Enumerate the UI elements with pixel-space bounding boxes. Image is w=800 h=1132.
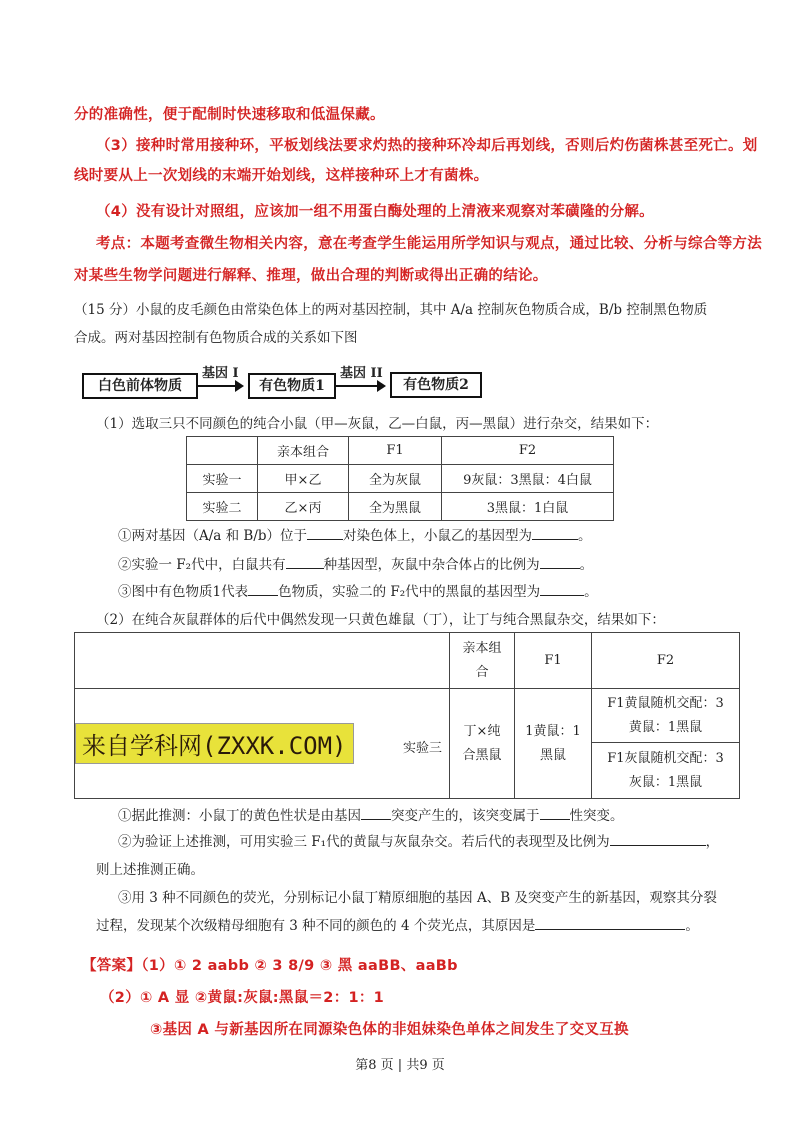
gene-1-label: 基因 I	[202, 366, 239, 381]
question-1-3: ③图中有色物质1代表 色物质，实验二的 F₂代中的黑鼠的基因型为 。	[118, 584, 598, 600]
question-2-1: ①据此推测：小鼠丁的黄色性状是由基因 突变产生的，该突变属于 性突变。	[118, 808, 624, 824]
table-cell: 全为黑鼠	[349, 493, 442, 521]
question-2-2: ②为验证上述推测，可用实验三 F₁代的黄鼠与灰鼠杂交。若后代的表现型及比例为 ，	[118, 834, 720, 850]
question-intro: 合成。两对基因控制有色物质合成的关系如下图	[74, 330, 358, 346]
explanation-line: 考点：本题考查微生物相关内容，意在考查学生能运用所学知识与观点，通过比较、分析与综合等方法	[96, 236, 762, 252]
explanation-line: 线时要从上一次划线的末端开始划线，这样接种环上才有菌株。	[74, 168, 489, 184]
experiment-label: 实验三	[403, 741, 443, 756]
table-cell: 实验二	[187, 493, 258, 521]
part1-intro: （1）选取三只不同颜色的纯合小鼠（甲—灰鼠，乙—白鼠，丙—黑鼠）进行杂交，结果如下：	[96, 416, 659, 432]
page-footer: 第8 页 | 共9 页	[355, 1058, 445, 1073]
table-header: 亲本组 合	[450, 633, 515, 689]
question-intro: （15 分）小鼠的皮毛颜色由常染色体上的两对基因控制，其中 A/a 控制灰色物质合成，B/b 控制黑色物质	[74, 302, 708, 318]
pathway-box-pigment-2: 有色物质2	[390, 372, 482, 398]
gene-2-label: 基因 II	[340, 366, 383, 381]
table-cell: 9灰鼠：3黑鼠：4白鼠	[442, 465, 614, 493]
question-1-1: ①两对基因（A/a 和 B/b）位于 对染色体上，小鼠乙的基因型为 。	[118, 528, 592, 544]
table-header: 亲本组合	[258, 437, 349, 465]
part2-intro: （2）在纯合灰鼠群体的后代中偶然发现一只黄色雄鼠（丁），让丁与纯合黑鼠杂交，结果如下：	[96, 612, 665, 628]
answer-line: （2）① A 显 ②黄鼠:灰鼠:黑鼠＝2：1：1	[100, 990, 385, 1006]
table-cell: 3黑鼠：1白鼠	[442, 493, 614, 521]
table-row	[187, 493, 614, 521]
table-cell: 丁×纯 合黑鼠	[450, 689, 515, 799]
explanation-line: （4）没有设计对照组，应该加一组不用蛋白酶处理的上清液来观察对苯磺隆的分解。	[96, 204, 654, 220]
arrow-1	[196, 385, 242, 387]
table-header: F1	[515, 633, 592, 689]
table-header	[187, 437, 258, 465]
answer-line: 【答案】（1）① 2 aabb ② 3 8/9 ③ 黑 aaBB、aaBb	[82, 958, 458, 974]
question-2-2-cont: 则上述推测正确。	[96, 862, 204, 878]
table-cell: F1灰鼠随机交配：3 灰鼠：1黑鼠	[592, 743, 740, 799]
table-cell: 1黄鼠：1 黑鼠	[515, 689, 592, 799]
table-cell: 乙×丙	[258, 493, 349, 521]
question-2-3: ③用 3 种不同颜色的荧光，分别标记小鼠丁精原细胞的基因 A、B 及突变产生的新基因，观察其分裂	[118, 890, 717, 906]
pathway-box-pigment-1: 有色物质1	[248, 373, 336, 399]
table-cell: 实验一	[187, 465, 258, 493]
question-2-3-cont: 过程，发现某个次级精母细胞有 3 种不同的颜色的 4 个荧光点，其原因是 。	[96, 918, 699, 934]
arrow-2	[334, 385, 384, 387]
table-row	[187, 465, 614, 493]
table-row	[75, 689, 740, 743]
table-cell: 甲×乙	[258, 465, 349, 493]
watermark-banner: 来自学科网(ZXXK.COM)	[75, 723, 354, 764]
question-1-2: ②实验一 F₂代中，白鼠共有 种基因型，灰鼠中杂合体占的比例为 。	[118, 557, 594, 573]
explanation-line: （3）接种时常用接种环，平板划线法要求灼热的接种环冷却后再划线，否则后灼伤菌株甚至死亡。划	[96, 138, 758, 154]
table-cell: F1黄鼠随机交配：3 黄鼠：1黑鼠	[592, 689, 740, 743]
results-table-2	[74, 632, 740, 799]
table-cell: 全为灰鼠	[349, 465, 442, 493]
table-header: F2	[592, 633, 740, 689]
pathway-box-white-precursor: 白色前体物质	[82, 373, 198, 399]
answer-line: ③基因 A 与新基因所在同源染色体的非姐妹染色单体之间发生了交叉互换	[150, 1022, 629, 1038]
table-header: F1	[349, 437, 442, 465]
results-table-1	[186, 436, 614, 521]
table-header: F2	[442, 437, 614, 465]
explanation-line: 分的准确性，便于配制时快速移取和低温保藏。	[74, 107, 385, 123]
explanation-line: 对某些生物学问题进行解释、推理，做出合理的判断或得出正确的结论。	[74, 268, 548, 284]
